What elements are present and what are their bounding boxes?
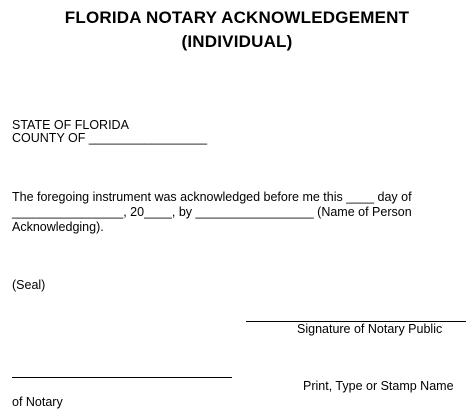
acknowledgment-paragraph-line-3: Acknowledging).	[12, 220, 104, 234]
document-title-line-2: (INDIVIDUAL)	[181, 32, 293, 51]
document-title-line-1: FLORIDA NOTARY ACKNOWLEDGEMENT	[64, 8, 410, 27]
state-line: STATE OF FLORIDA	[12, 118, 129, 132]
acknowledgment-paragraph-line-2: ________________, 20____, by _________________ (Name of Person	[12, 205, 412, 219]
seal-label: (Seal)	[12, 278, 46, 292]
acknowledgment-paragraph-line-1: The foregoing instrument was acknowledged before me this ____ day of	[12, 190, 412, 204]
county-line: COUNTY OF _________________	[12, 131, 208, 145]
notary-signature-label: Signature of Notary Public	[297, 322, 443, 336]
print-name-label-line-1: Print, Type or Stamp Name	[303, 379, 454, 393]
notary-name-rule	[12, 377, 232, 378]
print-name-label-line-2: of Notary	[12, 395, 63, 409]
